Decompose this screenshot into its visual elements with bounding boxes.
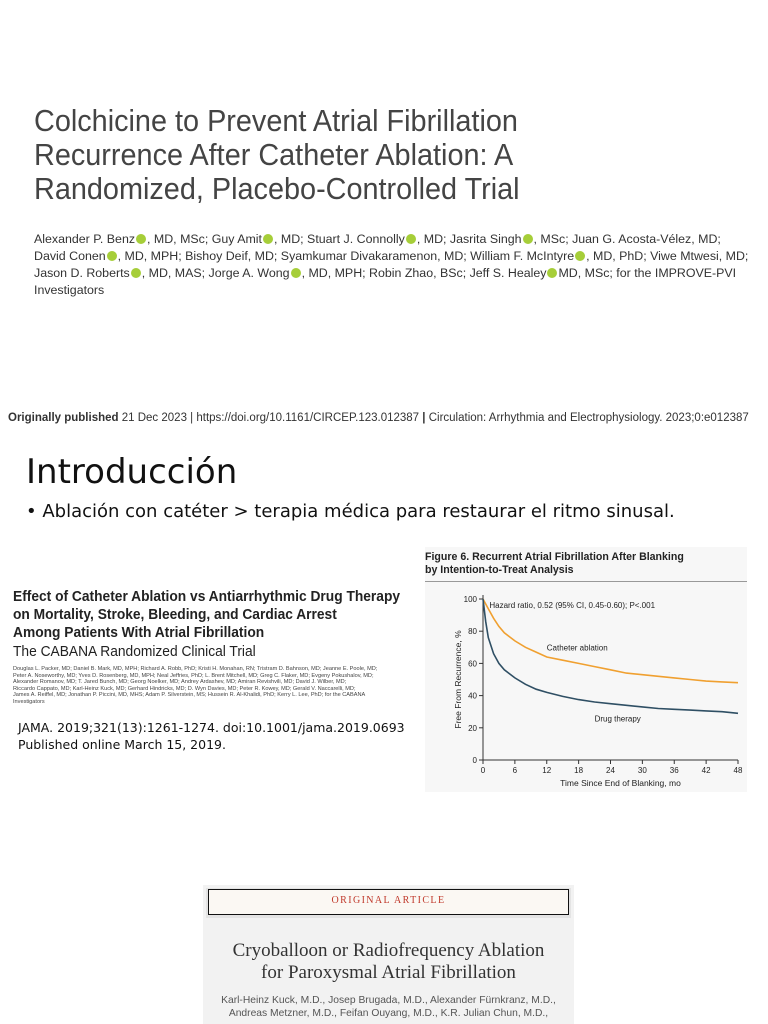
x-tick-label: 18	[574, 766, 584, 775]
author-text: Jason D. Roberts	[34, 266, 130, 280]
y-tick-label: 60	[468, 659, 477, 669]
series-label: Drug therapy	[594, 714, 641, 724]
nejm-author-line: Andreas Metzner, M.D., Feifan Ouyang, M.D., K.R. Julian Chun, M.D.,	[228, 1008, 549, 1019]
author-text: , MD, MSc; Guy Amit	[147, 232, 263, 246]
cabana-title	[13, 588, 401, 642]
publication-line	[8, 412, 768, 424]
orcid-icon[interactable]	[575, 251, 585, 261]
y-tick-label: 80	[468, 627, 477, 637]
author-text: Alexander P. Benz	[34, 232, 136, 246]
paper-title-line: Randomized, Placebo-Controlled Trial	[34, 171, 520, 206]
paper-title-line: Colchicine to Prevent Atrial Fibrillation	[34, 103, 518, 138]
cabana-author-line: Alexander Romanov, MD; T. Jared Bunch, MD; Georg Noelker, MD; Andrey Ardashev, MD; Amiran Revishvili, MD; David J. Wilber, MD;	[13, 679, 347, 686]
x-tick-label: 42	[701, 766, 711, 775]
nejm-authors	[203, 994, 574, 1020]
orcid-icon[interactable]	[406, 234, 416, 244]
y-axis-title: Free From Recurrence, %	[453, 630, 463, 729]
hazard-ratio-annotation: Hazard ratio, 0.52 (95% CI, 0.45-0.60); P<.001	[489, 600, 656, 610]
slide-bullet: • Ablación con catéter > terapia médica para restaurar el ritmo sinusal.	[26, 501, 675, 522]
separator: |	[190, 412, 194, 424]
x-tick-label: 36	[669, 766, 679, 775]
author-text: , MD; Stuart J. Connolly	[274, 232, 405, 246]
author-text: Investigators	[34, 283, 105, 297]
y-tick-label: 0	[472, 756, 477, 765]
cabana-excerpt	[13, 588, 405, 706]
author-line	[34, 231, 734, 248]
author-text: MD, MSc; for the IMPROVE-PVI	[558, 266, 737, 280]
author-text: , MD, PhD; Viwe Mtwesi, MD;	[586, 249, 749, 263]
author-text: David Conen	[34, 249, 106, 263]
pub-label: Originally published	[8, 412, 119, 424]
slide-heading: Introducción	[26, 452, 238, 492]
nejm-title	[203, 940, 574, 984]
orcid-icon[interactable]	[523, 234, 533, 244]
cabana-subtitle: The CABANA Randomized Clinical Trial	[13, 644, 256, 660]
x-tick-label: 30	[637, 766, 647, 775]
y-tick-label: 100	[463, 595, 477, 604]
author-line	[34, 282, 734, 299]
x-tick-label: 12	[542, 766, 552, 775]
paper-title	[34, 104, 592, 206]
cabana-author-line: Riccardo Cappato, MD; Karl-Heinz Kuck, MD; Gerhard Hindricks, MD; D. Wyn Davies, MD; Peter R. Kowey, MD; Gerald V. Naccarelli, MD;	[13, 685, 356, 692]
paper-authors	[34, 231, 749, 299]
x-tick-label: 48	[733, 766, 743, 775]
author-line	[34, 265, 737, 282]
y-tick-label: 20	[468, 723, 477, 733]
series-label: Catheter ablation	[546, 643, 608, 653]
author-text: , MD, MPH; Robin Zhao, BSc; Jeff S. Healey	[301, 266, 547, 280]
cabana-title-line: Effect of Catheter Ablation vs Antiarrhythmic Drug Therapy	[13, 589, 401, 605]
catheter-ablation-curve	[483, 599, 738, 683]
cabana-author-line: James A. Reiffel, MD; Jonathan P. Piccini, MD, MHS; Adam P. Silverstein, MS; Hussein R. Al-Khalidi, PhD; Kerry L. Lee, PhD; for the CABANA Investigators	[13, 692, 365, 705]
nejm-excerpt	[203, 885, 574, 1024]
author-line	[34, 248, 749, 265]
doi-link[interactable]: https://doi.org/10.1161/CIRCEP.123.012387	[196, 412, 420, 424]
x-tick-label: 6	[512, 766, 518, 775]
x-tick-label: 24	[606, 766, 615, 775]
y-tick-label: 40	[468, 691, 477, 701]
km-chart	[425, 547, 747, 792]
x-axis-title: Time Since End of Blanking, mo	[560, 778, 681, 788]
citation-line: JAMA. 2019;321(13):1261-1274. doi:10.1001/jama.2019.0693	[18, 720, 405, 735]
citation-line: Published online March 15, 2019.	[18, 737, 226, 752]
nejm-author-line: Karl-Heinz Kuck, M.D., Josep Brugada, M.D., Alexander Fürnkranz, M.D.,	[221, 995, 556, 1006]
nejm-title-line: for Paroxysmal Atrial Fibrillation	[261, 962, 516, 983]
paper-title-line: Recurrence After Catheter Ablation: A	[34, 137, 514, 172]
figure-caption-line: Figure 6. Recurrent Atrial Fibrillation After Blanking	[425, 551, 684, 563]
drug-therapy-curve	[483, 599, 738, 713]
cabana-authors	[13, 666, 393, 706]
orcid-icon[interactable]	[291, 268, 301, 278]
x-tick-label: 0	[480, 766, 486, 775]
orcid-icon[interactable]	[131, 268, 141, 278]
orcid-icon[interactable]	[136, 234, 146, 244]
orcid-icon[interactable]	[107, 251, 117, 261]
cabana-author-line: Douglas L. Packer, MD; Daniel B. Mark, MD, MPH; Richard A. Robb, PhD; Kristi H. Monahan, RN; Tristram D. Bahnson, MD; Jeanne E. Poole, MD;	[13, 666, 378, 672]
orcid-icon[interactable]	[547, 268, 557, 278]
orcid-icon[interactable]	[263, 234, 273, 244]
pub-date: 21 Dec 2023	[121, 412, 187, 424]
figure-caption-line: by Intention-to-Treat Analysis	[425, 564, 574, 576]
separator: |	[422, 412, 426, 424]
cabana-title-line: Among Patients With Atrial Fibrillation	[13, 625, 265, 641]
author-text: , MD; Jasrita Singh	[416, 232, 522, 246]
author-text: , MD, MAS; Jorge A. Wong	[141, 266, 290, 280]
journal-info: Circulation: Arrhythmia and Electrophysiology. 2023;0:e012387	[428, 412, 749, 424]
cabana-author-line: Peter A. Noseworthy, MD; Yves D. Rosenberg, MD, MPH; Neal Jeffries, PhD; L. Brent Mitchell, MD; Greg C. Flaker, MD; Evgeny Pokushalov, MD;	[13, 672, 374, 679]
nejm-title-line: Cryoballoon or Radiofrequency Ablation	[232, 940, 545, 961]
author-text: , MD, MPH; Bishoy Deif, MD; Syamkumar Divakaramenon, MD; William F. McIntyre	[117, 249, 575, 263]
figure-6	[425, 547, 747, 792]
cabana-citation	[18, 719, 405, 753]
author-text: , MSc; Juan G. Acosta-Vélez, MD;	[533, 232, 721, 246]
article-type-label: ORIGINAL ARTICLE	[331, 895, 446, 906]
cabana-title-line: on Mortality, Stroke, Bleeding, and Cardiac Arrest	[13, 607, 337, 623]
